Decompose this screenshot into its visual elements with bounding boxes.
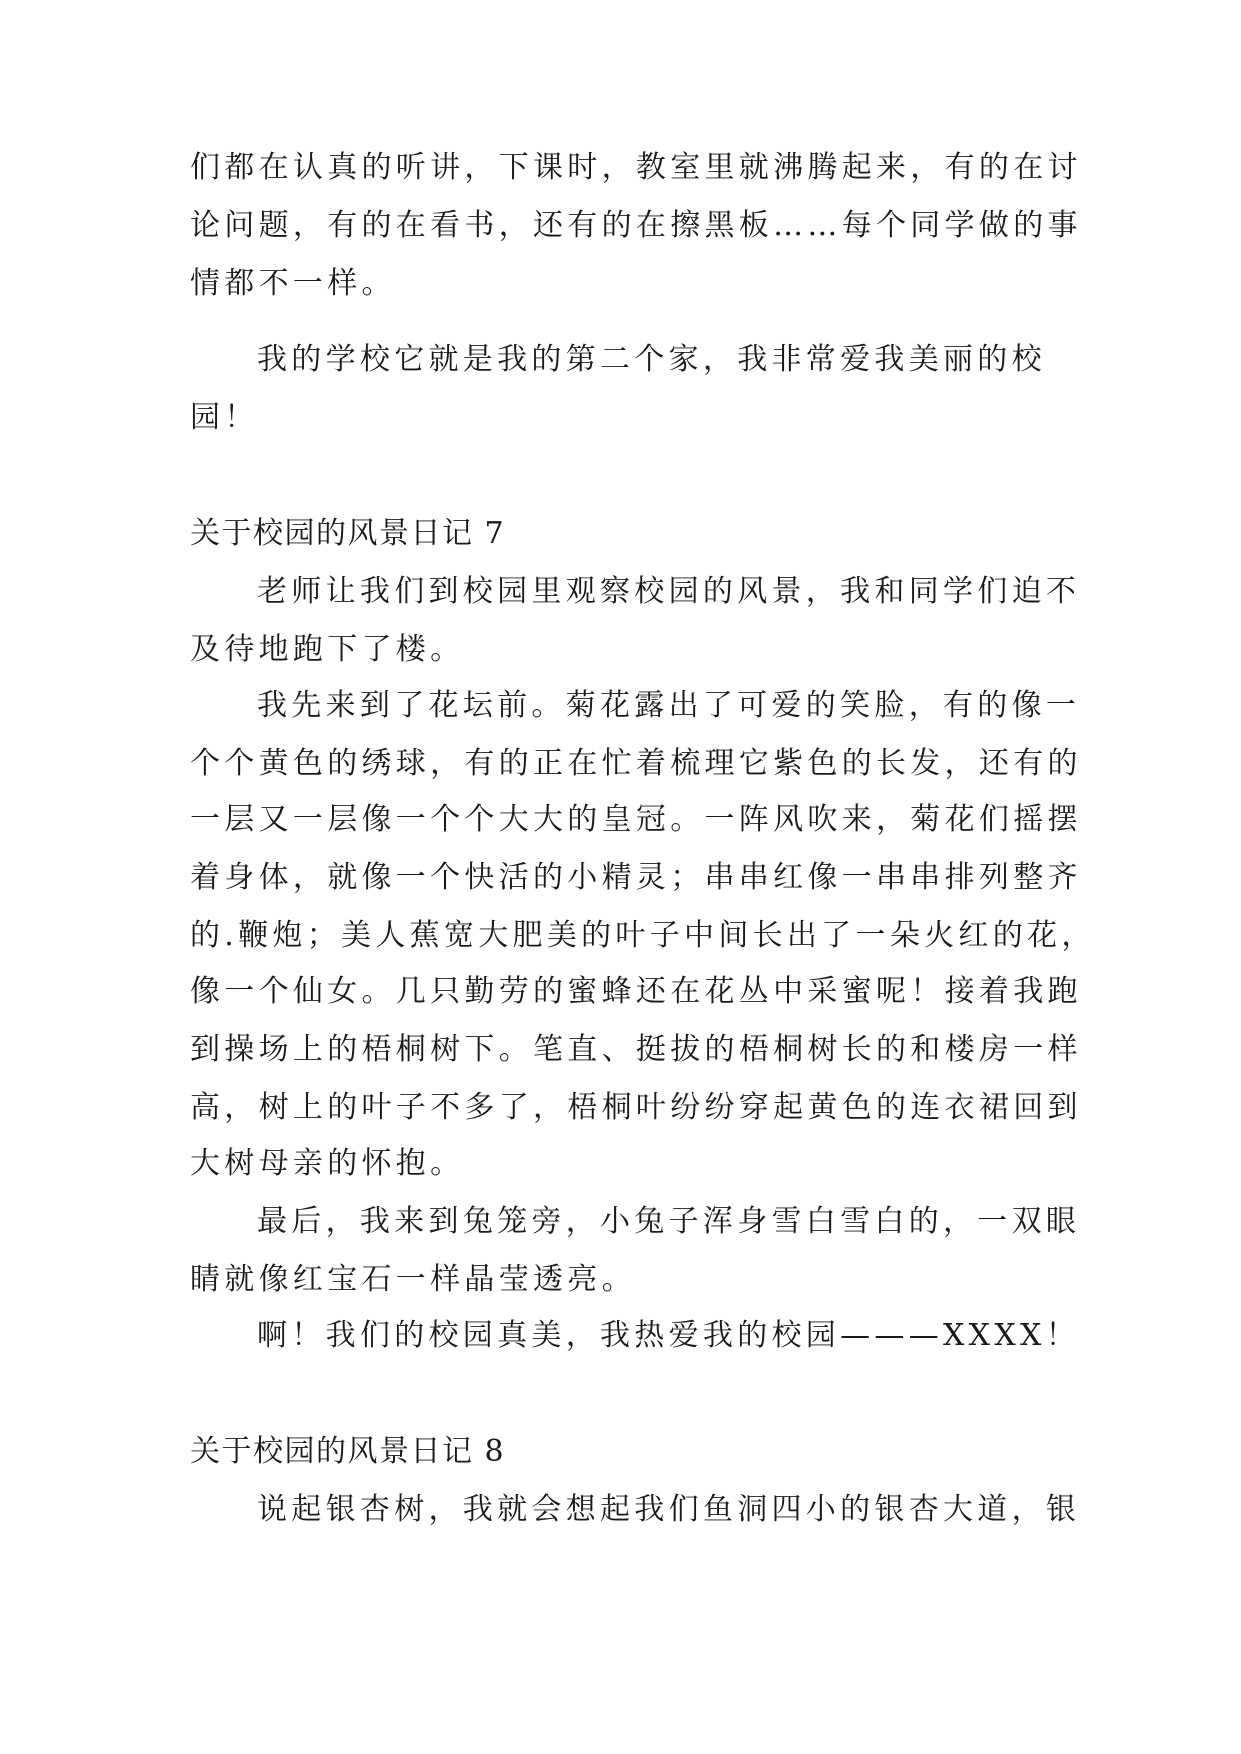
text-line: 的.鞭炮；美人蕉宽大肥美的叶子中间长出了一朵火红的花， [190,918,1096,953]
section-heading: 关于校园的风景日记 8 [190,1434,506,1469]
text-line: 到操场上的梧桐树下。笔直、挺拔的梧桐树长的和楼房一样 [190,1032,1082,1067]
text-line: 着身体，就像一个快活的小精灵；串串红像一串串排列整齐 [190,860,1082,895]
text-line: 情都不一样。 [190,266,396,301]
text-line: 睛就像红宝石一样晶莹透亮。 [190,1262,636,1297]
text-line: 说起银杏树，我就会想起我们鱼洞四小的银杏大道，银 [257,1492,1081,1527]
text-line: 及待地跑下了楼。 [190,632,465,667]
section-heading: 关于校园的风景日记 7 [190,516,506,551]
text-line: 高，树上的叶子不多了，梧桐叶纷纷穿起黄色的连衣裙回到 [190,1090,1082,1125]
text-line: 啊！我们的校园真美，我热爱我的校园———XXXX！ [257,1318,1080,1353]
text-line: 我的学校它就是我的第二个家，我非常爱我美丽的校 [257,342,1046,377]
text-line: 论问题，有的在看书，还有的在擦黑板……每个同学做的事 [190,208,1082,243]
text-line: 最后，我来到兔笼旁，小兔子浑身雪白雪白的，一双眼 [257,1204,1081,1239]
text-line: 老师让我们到校园里观察校园的风景，我和同学们迫不 [257,574,1081,609]
text-line: 我先来到了花坛前。菊花露出了可爱的笑脸，有的像一 [257,688,1081,723]
text-line: 像一个仙女。几只勤劳的蜜蜂还在花丛中采蜜呢！接着我跑 [190,974,1082,1009]
text-line: 园！ [190,400,259,435]
text-line: 个个黄色的绣球，有的正在忙着梳理它紫色的长发，还有的 [190,746,1082,781]
text-line: 一层又一层像一个个大大的皇冠。一阵风吹来，菊花们摇摆 [190,802,1082,837]
text-line: 们都在认真的听讲，下课时，教室里就沸腾起来，有的在讨 [190,150,1082,185]
text-line: 大树母亲的怀抱。 [190,1146,465,1181]
